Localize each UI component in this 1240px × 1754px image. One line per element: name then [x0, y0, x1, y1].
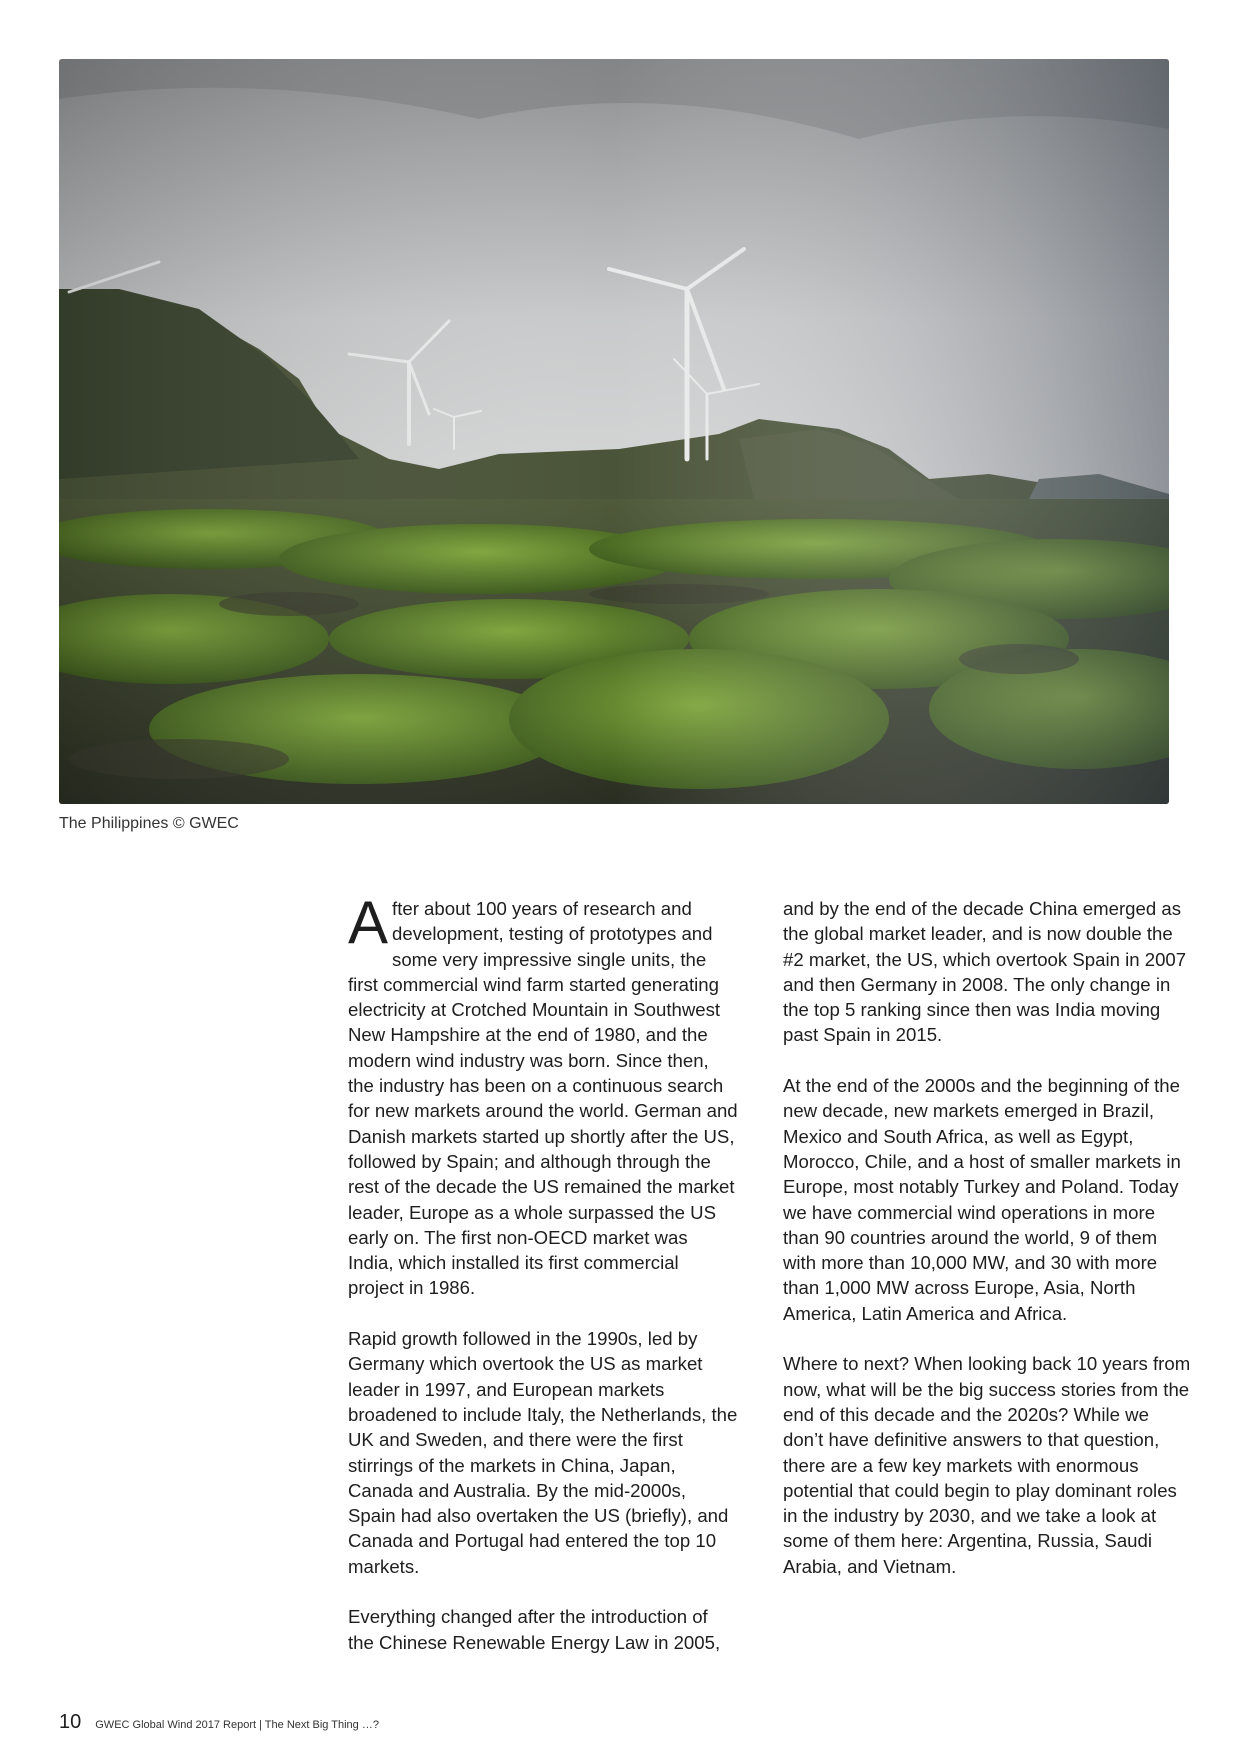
- paragraph: Everything changed after the introduction of the Chinese Renewable Energy Law in 2005,: [348, 1606, 721, 1653]
- footer-text: GWEC Global Wind 2017 Report | The Next Big Thing …?: [95, 1719, 379, 1731]
- paragraph: [348, 889, 738, 1301]
- wind-turbines-photo: [59, 59, 1169, 804]
- page-footer: [59, 1711, 379, 1734]
- paragraph-text: fter about 100 years of research and development, testing of prototypes and some very impressive single units, the first commercial wind farm started generating electricity at Crotched Mountain in Southwest New Hampshire at the end of 1980, and the modern wind industry was born. Since then, the industry has been on a continuous search for new markets around the world. German and Danish markets started up shortly after the US, followed by Spain; and although through the rest of the decade the US remained the market leader, Europe as a whole surpassed the US early on. The first non-OECD market was India, which installed its first commercial project in 1986.: [348, 898, 738, 1299]
- page-number: 10: [59, 1711, 82, 1733]
- paragraph: Rapid growth followed in the 1990s, led by Germany which overtook the US as market leader in 1997, and European markets broadened to include Italy, the Netherlands, the UK and Sweden, and there were the first stirrings of the markets in China, Japan, Canada and Australia. By the mid-2000s, Spain had also overtaken the US (briefly), and Canada and Portugal had entered the top 10 markets.: [348, 1328, 738, 1577]
- article-column-left: [348, 889, 738, 1680]
- drop-cap: A: [348, 889, 389, 956]
- photo-caption: The Philippines © GWEC: [59, 815, 239, 832]
- paragraph: and by the end of the decade China emerged as the global market leader, and is now double the #2 market, the US, which overtook Spain in 2007 and then Germany in 2008. The only change in the top 5 ranking since then was India moving past Spain in 2015.: [783, 898, 1187, 1046]
- paragraph: Where to next? When looking back 10 years from now, what will be the big success stories from the end of this decade and the 2020s? While we don’t have definitive answers to that question, there are a few key markets with enormous potential that could begin to play dominant roles in the industry by 2030, and we take a look at some of them here: Argentina, Russia, Saudi Arabia, and Vietnam.: [783, 1353, 1191, 1577]
- paragraph: At the end of the 2000s and the beginning of the new decade, new markets emerged in Brazil, Mexico and South Africa, as well as Egypt, Morocco, Chile, and a host of smaller markets in Europe, most notably Turkey and Poland. Today we have commercial wind operations in more than 90 countries around the world, 9 of them with more than 10,000 MW, and 30 with more than 1,000 MW across Europe, Asia, North America, Latin America and Africa.: [783, 1075, 1181, 1324]
- article-column-right: [783, 896, 1193, 1604]
